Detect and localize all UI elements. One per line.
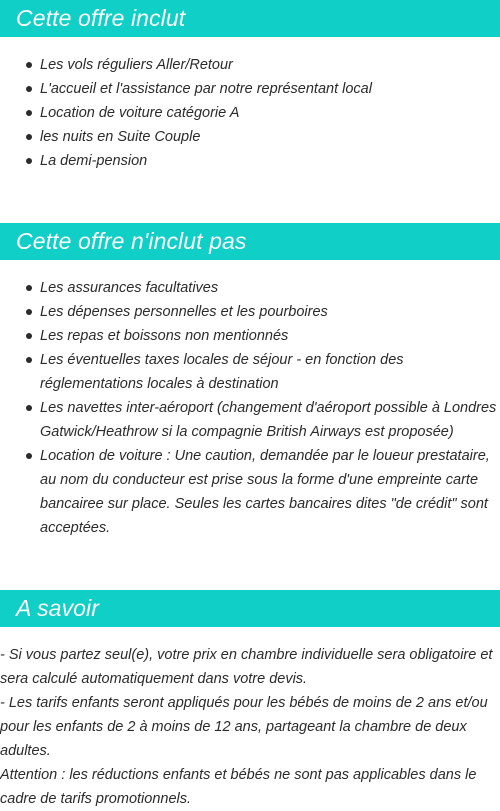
list-item: Les assurances facultatives bbox=[40, 276, 500, 300]
list-item: L'accueil et l'assistance par notre représentant local bbox=[40, 77, 500, 101]
included-section-header bbox=[0, 0, 500, 37]
not-included-section-title: Cette offre n'inclut pas bbox=[16, 228, 247, 254]
list-item: Les éventuelles taxes locales de séjour - en fonction des réglementations locales à destination bbox=[40, 348, 500, 396]
list-item: Les vols réguliers Aller/Retour bbox=[40, 53, 500, 77]
list-item: Location de voiture catégorie A bbox=[40, 101, 500, 125]
info-paragraph: - Les tarifs enfants seront appliqués pour les bébés de moins de 2 ans et/ou pour les enfants de 2 à moins de 12 ans, partageant la chambre de deux adultes. bbox=[0, 695, 488, 759]
info-paragraph: Attention : les réductions enfants et bébés ne sont pas applicables dans le cadre de tarifs promotionnels. bbox=[0, 767, 477, 807]
info-text bbox=[0, 643, 500, 811]
list-item: Location de voiture : Une caution, demandée par le loueur prestataire, au nom du conducteur est prise sous la forme d'une empreinte carte bancairee sur place. Seules les cartes bancaires dites "de crédit" sont acceptées. bbox=[40, 444, 500, 540]
not-included-section-header bbox=[0, 223, 500, 260]
list-item: Les dépenses personnelles et les pourboires bbox=[40, 300, 500, 324]
included-list bbox=[0, 53, 500, 173]
list-item: les nuits en Suite Couple bbox=[40, 125, 500, 149]
included-section-title: Cette offre inclut bbox=[16, 5, 186, 31]
list-item: Les navettes inter-aéroport (changement d'aéroport possible à Londres Gatwick/Heathrow si la compagnie British Airways est proposée) bbox=[40, 396, 500, 444]
list-item: La demi-pension bbox=[40, 149, 500, 173]
info-section-title: A savoir bbox=[16, 595, 100, 621]
info-section-header bbox=[0, 590, 500, 627]
not-included-list bbox=[0, 276, 500, 540]
info-paragraph: - Si vous partez seul(e), votre prix en chambre individuelle sera obligatoire et sera calculé automatiquement dans votre devis. bbox=[0, 647, 493, 687]
list-item: Les repas et boissons non mentionnés bbox=[40, 324, 500, 348]
